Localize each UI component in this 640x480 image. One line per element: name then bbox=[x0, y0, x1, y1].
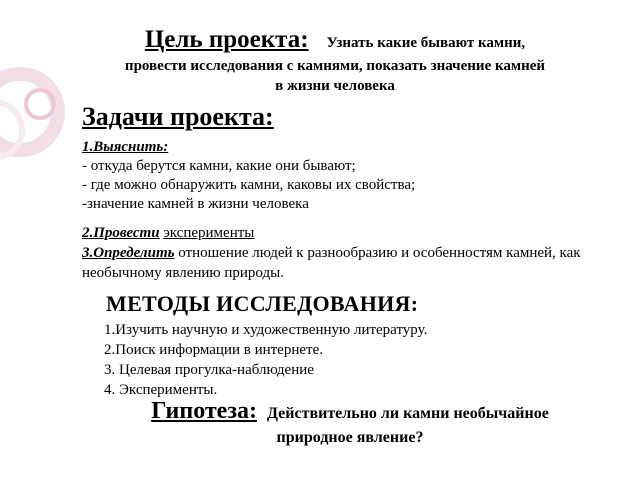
methods-list bbox=[104, 320, 427, 400]
hypothesis-text-line1: Действительно ли камни необычайное bbox=[266, 405, 549, 422]
goal-text-line2: провести исследования с камнями, показать значение камней bbox=[124, 58, 546, 74]
method-item: 2.Поиск информации в интернете. bbox=[104, 342, 323, 358]
method-item: 1.Изучить научную и художественную литературу. bbox=[104, 322, 428, 338]
tasks-title: Задачи проекта: bbox=[82, 102, 274, 131]
task-find-item: -значение камней в жизни человека bbox=[82, 196, 309, 212]
task-conduct-label: 2.Провести bbox=[82, 225, 160, 241]
goal-text-line3: в жизни человека bbox=[275, 78, 395, 94]
task-determine bbox=[82, 243, 602, 283]
hypothesis-title: Гипотеза: bbox=[151, 398, 257, 424]
task-determine-label: 3.Определить bbox=[82, 245, 175, 261]
goal-title: Цель проекта: bbox=[144, 26, 309, 53]
task-find-block bbox=[82, 138, 415, 214]
goal-text-line1: Узнать какие бывают камни, bbox=[326, 35, 526, 51]
goal-block bbox=[60, 24, 610, 96]
methods-title: МЕТОДЫ ИССЛЕДОВАНИЯ: bbox=[106, 291, 419, 316]
task-determine-text: отношение людей к разнообразию и особенностям камней, как необычному явлению природы. bbox=[82, 245, 581, 281]
task-find-label: 1.Выяснить: bbox=[82, 139, 169, 155]
task-conduct-text: эксперименты bbox=[163, 225, 255, 241]
hypothesis-text-line2: природное явление? bbox=[276, 429, 424, 446]
task-find-item: - где можно обнаружить камни, каковы их свойства; bbox=[82, 177, 416, 193]
method-item: 3. Целевая прогулка-наблюдение bbox=[104, 362, 314, 378]
task-find-item: - откуда берутся камни, какие они бывают; bbox=[82, 158, 356, 174]
hypothesis-block bbox=[120, 398, 580, 449]
task-conduct bbox=[82, 223, 254, 243]
method-item: 4. Эксперименты. bbox=[104, 382, 218, 398]
